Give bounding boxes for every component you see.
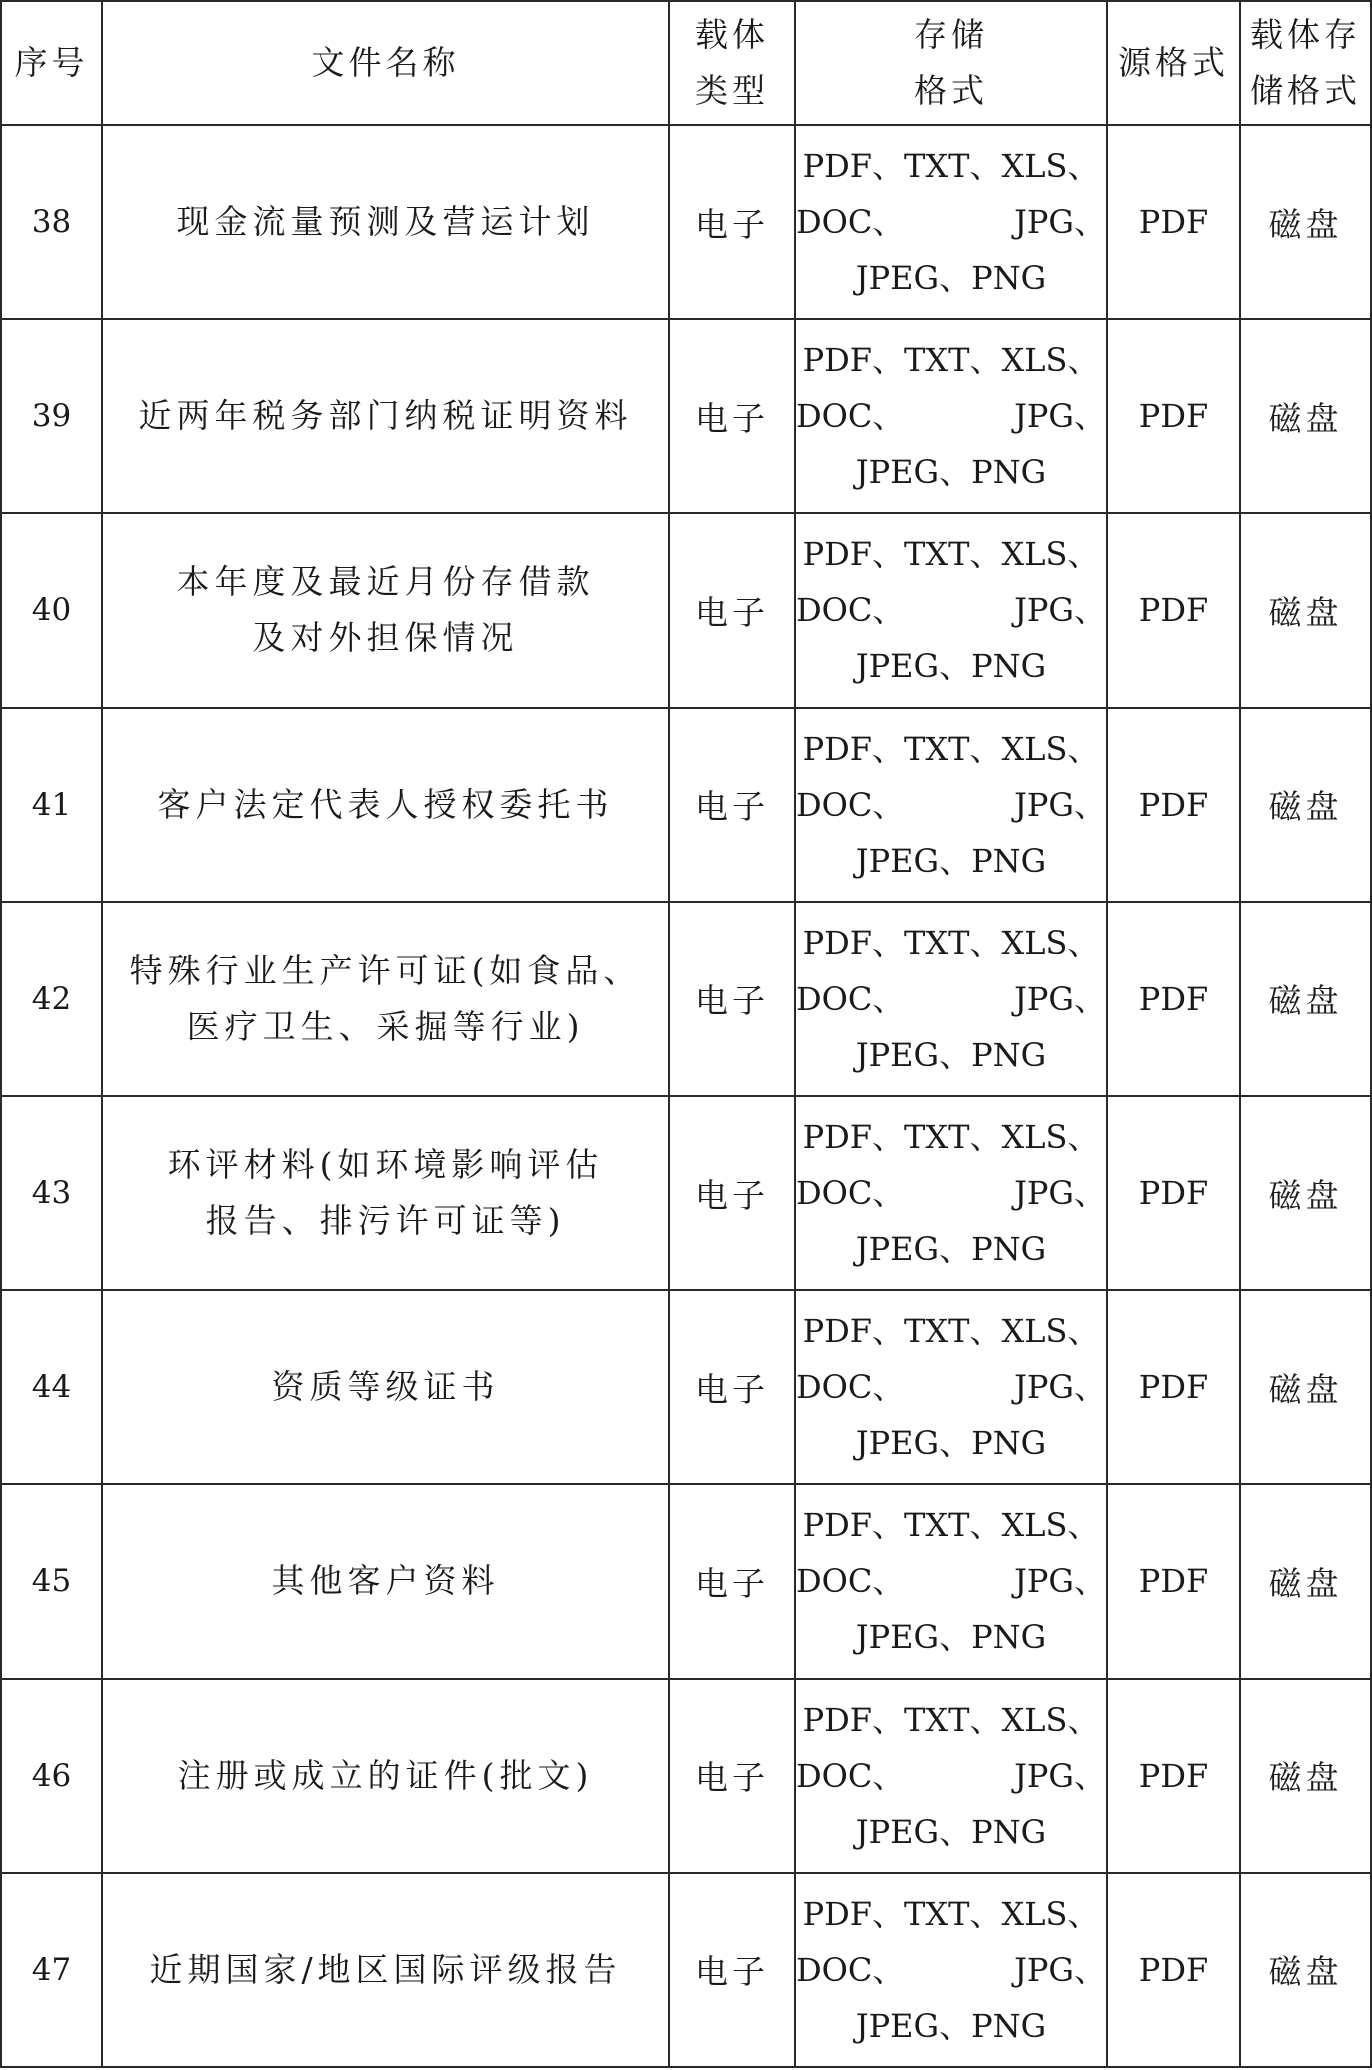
row-source-format: PDF bbox=[1107, 1484, 1240, 1678]
row-file-name bbox=[102, 1290, 669, 1484]
row-source-format: PDF bbox=[1107, 1290, 1240, 1484]
row-carrier-type: 电子 bbox=[669, 125, 795, 319]
row-seq: 47 bbox=[1, 1873, 102, 2067]
storage-line-part: JPG、 bbox=[1014, 1756, 1106, 1795]
row-media-format: 磁盘 bbox=[1240, 902, 1371, 1096]
file-name-line: 医疗卫生、采掘等行业) bbox=[186, 1006, 585, 1046]
row-storage-format bbox=[795, 902, 1107, 1096]
file-name-line: 及对外担保情况 bbox=[252, 618, 519, 658]
table-row bbox=[1, 1096, 1371, 1290]
row-seq: 38 bbox=[1, 125, 102, 319]
file-name-line: 本年度及最近月份存借款 bbox=[176, 562, 595, 602]
header-source-format: 源格式 bbox=[1107, 1, 1240, 125]
row-file-name bbox=[102, 1096, 669, 1290]
row-media-format: 磁盘 bbox=[1240, 319, 1371, 513]
table-row bbox=[1, 1679, 1371, 1873]
row-carrier-type: 电子 bbox=[669, 1096, 795, 1290]
row-storage-format bbox=[795, 1679, 1107, 1873]
row-seq: 43 bbox=[1, 1096, 102, 1290]
table-row bbox=[1, 319, 1371, 513]
storage-line: PDF、TXT、XLS、 bbox=[802, 729, 1100, 768]
storage-line-part: DOC、 bbox=[796, 1174, 905, 1213]
storage-line: PDF、TXT、XLS、 bbox=[802, 341, 1100, 380]
storage-line: PDF、TXT、XLS、 bbox=[802, 1312, 1100, 1351]
row-carrier-type: 电子 bbox=[669, 1873, 795, 2067]
row-carrier-type: 电子 bbox=[669, 513, 795, 707]
row-media-format: 磁盘 bbox=[1240, 1290, 1371, 1484]
storage-line: JPEG、PNG bbox=[855, 1035, 1047, 1074]
row-source-format: PDF bbox=[1107, 513, 1240, 707]
storage-line: JPEG、PNG bbox=[855, 453, 1047, 492]
row-file-name bbox=[102, 708, 669, 902]
storage-line: PDF、TXT、XLS、 bbox=[802, 147, 1100, 186]
storage-line bbox=[796, 1748, 1106, 1804]
header-row bbox=[1, 1, 1371, 125]
row-storage-format bbox=[795, 1484, 1107, 1678]
row-media-format: 磁盘 bbox=[1240, 1484, 1371, 1678]
storage-line: JPEG、PNG bbox=[855, 1618, 1047, 1657]
storage-line-part: DOC、 bbox=[796, 1562, 905, 1601]
file-name-line: 客户法定代表人授权委托书 bbox=[157, 784, 614, 824]
storage-line-part: JPG、 bbox=[1014, 397, 1106, 436]
table-row bbox=[1, 1290, 1371, 1484]
storage-line bbox=[796, 971, 1106, 1027]
storage-line: JPEG、PNG bbox=[855, 1812, 1047, 1851]
header-seq: 序号 bbox=[1, 1, 102, 125]
row-storage-format bbox=[795, 1873, 1107, 2067]
storage-line-part: DOC、 bbox=[796, 785, 905, 824]
file-name-line: 注册或成立的证件(批文) bbox=[177, 1755, 594, 1795]
row-storage-format bbox=[795, 1290, 1107, 1484]
storage-line-part: JPG、 bbox=[1014, 1950, 1106, 1989]
storage-line bbox=[796, 1553, 1106, 1609]
row-storage-format bbox=[795, 708, 1107, 902]
storage-line: PDF、TXT、XLS、 bbox=[802, 923, 1100, 962]
row-carrier-type: 电子 bbox=[669, 1290, 795, 1484]
storage-line-part: JPG、 bbox=[1014, 203, 1106, 242]
row-source-format: PDF bbox=[1107, 125, 1240, 319]
storage-line: JPEG、PNG bbox=[855, 259, 1047, 298]
row-source-format: PDF bbox=[1107, 1679, 1240, 1873]
row-carrier-type: 电子 bbox=[669, 1484, 795, 1678]
row-file-name bbox=[102, 513, 669, 707]
storage-line-part: DOC、 bbox=[796, 1368, 905, 1407]
file-name-line: 资质等级证书 bbox=[271, 1367, 500, 1407]
row-source-format: PDF bbox=[1107, 1096, 1240, 1290]
table-header bbox=[1, 1, 1371, 125]
storage-line bbox=[796, 194, 1106, 250]
row-storage-format bbox=[795, 125, 1107, 319]
storage-line bbox=[796, 1165, 1106, 1221]
storage-line: PDF、TXT、XLS、 bbox=[802, 535, 1100, 574]
row-seq: 46 bbox=[1, 1679, 102, 1873]
row-source-format: PDF bbox=[1107, 1873, 1240, 2067]
storage-line bbox=[796, 1359, 1106, 1415]
table-row bbox=[1, 125, 1371, 319]
storage-line-part: JPG、 bbox=[1014, 1562, 1106, 1601]
row-file-name bbox=[102, 1484, 669, 1678]
row-storage-format bbox=[795, 1096, 1107, 1290]
row-storage-format bbox=[795, 319, 1107, 513]
storage-line-part: JPG、 bbox=[1014, 1174, 1106, 1213]
storage-line: PDF、TXT、XLS、 bbox=[802, 1894, 1100, 1933]
row-seq: 44 bbox=[1, 1290, 102, 1484]
table-row bbox=[1, 1873, 1371, 2067]
row-media-format: 磁盘 bbox=[1240, 708, 1371, 902]
storage-line bbox=[796, 388, 1106, 444]
header-media-format bbox=[1240, 1, 1371, 125]
header-carrier-type bbox=[669, 1, 795, 125]
header-storage-format-line: 格式 bbox=[914, 71, 988, 110]
row-media-format: 磁盘 bbox=[1240, 1873, 1371, 2067]
row-media-format: 磁盘 bbox=[1240, 1679, 1371, 1873]
row-carrier-type: 电子 bbox=[669, 902, 795, 1096]
row-seq: 45 bbox=[1, 1484, 102, 1678]
table-row bbox=[1, 513, 1371, 707]
row-file-name bbox=[102, 319, 669, 513]
storage-line: JPEG、PNG bbox=[855, 647, 1047, 686]
table-row bbox=[1, 708, 1371, 902]
storage-line-part: DOC、 bbox=[796, 203, 905, 242]
storage-line-part: DOC、 bbox=[796, 1950, 905, 1989]
header-media-format-line: 载体存 bbox=[1250, 15, 1361, 54]
table-body bbox=[1, 125, 1371, 2067]
header-storage-format-line: 存储 bbox=[914, 15, 988, 54]
file-name-line: 报告、排污许可证等) bbox=[205, 1201, 566, 1241]
header-storage-format bbox=[795, 1, 1107, 125]
storage-line-part: DOC、 bbox=[796, 1756, 905, 1795]
storage-line: PDF、TXT、XLS、 bbox=[802, 1506, 1100, 1545]
table-row bbox=[1, 902, 1371, 1096]
row-source-format: PDF bbox=[1107, 319, 1240, 513]
row-media-format: 磁盘 bbox=[1240, 125, 1371, 319]
file-name-line: 特殊行业生产许可证(如食品、 bbox=[129, 950, 642, 990]
file-name-line: 近期国家/地区国际评级报告 bbox=[149, 1949, 622, 1989]
row-seq: 42 bbox=[1, 902, 102, 1096]
storage-line bbox=[796, 777, 1106, 833]
row-file-name bbox=[102, 902, 669, 1096]
row-carrier-type: 电子 bbox=[669, 1679, 795, 1873]
storage-line: JPEG、PNG bbox=[855, 841, 1047, 880]
storage-line-part: DOC、 bbox=[796, 591, 905, 630]
row-file-name bbox=[102, 1679, 669, 1873]
row-source-format: PDF bbox=[1107, 902, 1240, 1096]
storage-line: JPEG、PNG bbox=[855, 2006, 1047, 2045]
row-source-format: PDF bbox=[1107, 708, 1240, 902]
row-seq: 40 bbox=[1, 513, 102, 707]
storage-line bbox=[796, 582, 1106, 638]
header-carrier-type-line: 类型 bbox=[695, 71, 769, 110]
row-media-format: 磁盘 bbox=[1240, 1096, 1371, 1290]
header-carrier-type-line: 载体 bbox=[695, 15, 769, 54]
storage-line: JPEG、PNG bbox=[855, 1424, 1047, 1463]
file-name-line: 其他客户资料 bbox=[271, 1561, 500, 1601]
file-name-line: 现金流量预测及营运计划 bbox=[176, 202, 595, 242]
row-carrier-type: 电子 bbox=[669, 319, 795, 513]
table-row bbox=[1, 1484, 1371, 1678]
row-file-name bbox=[102, 1873, 669, 2067]
storage-line: JPEG、PNG bbox=[855, 1230, 1047, 1269]
storage-line: PDF、TXT、XLS、 bbox=[802, 1700, 1100, 1739]
file-name-line: 环评材料(如环境影响评估 bbox=[167, 1145, 604, 1185]
row-file-name bbox=[102, 125, 669, 319]
row-media-format: 磁盘 bbox=[1240, 513, 1371, 707]
row-storage-format bbox=[795, 513, 1107, 707]
header-file-name: 文件名称 bbox=[102, 1, 669, 125]
row-seq: 39 bbox=[1, 319, 102, 513]
header-media-format-line: 储格式 bbox=[1250, 71, 1361, 110]
storage-line-part: DOC、 bbox=[796, 397, 905, 436]
file-name-line: 近两年税务部门纳税证明资料 bbox=[138, 396, 633, 436]
storage-line-part: JPG、 bbox=[1014, 979, 1106, 1018]
storage-line-part: JPG、 bbox=[1014, 785, 1106, 824]
storage-line-part: JPG、 bbox=[1014, 591, 1106, 630]
storage-line-part: DOC、 bbox=[796, 979, 905, 1018]
storage-line: PDF、TXT、XLS、 bbox=[802, 1118, 1100, 1157]
storage-line-part: JPG、 bbox=[1014, 1368, 1106, 1407]
row-carrier-type: 电子 bbox=[669, 708, 795, 902]
storage-line bbox=[796, 1942, 1106, 1998]
row-seq: 41 bbox=[1, 708, 102, 902]
